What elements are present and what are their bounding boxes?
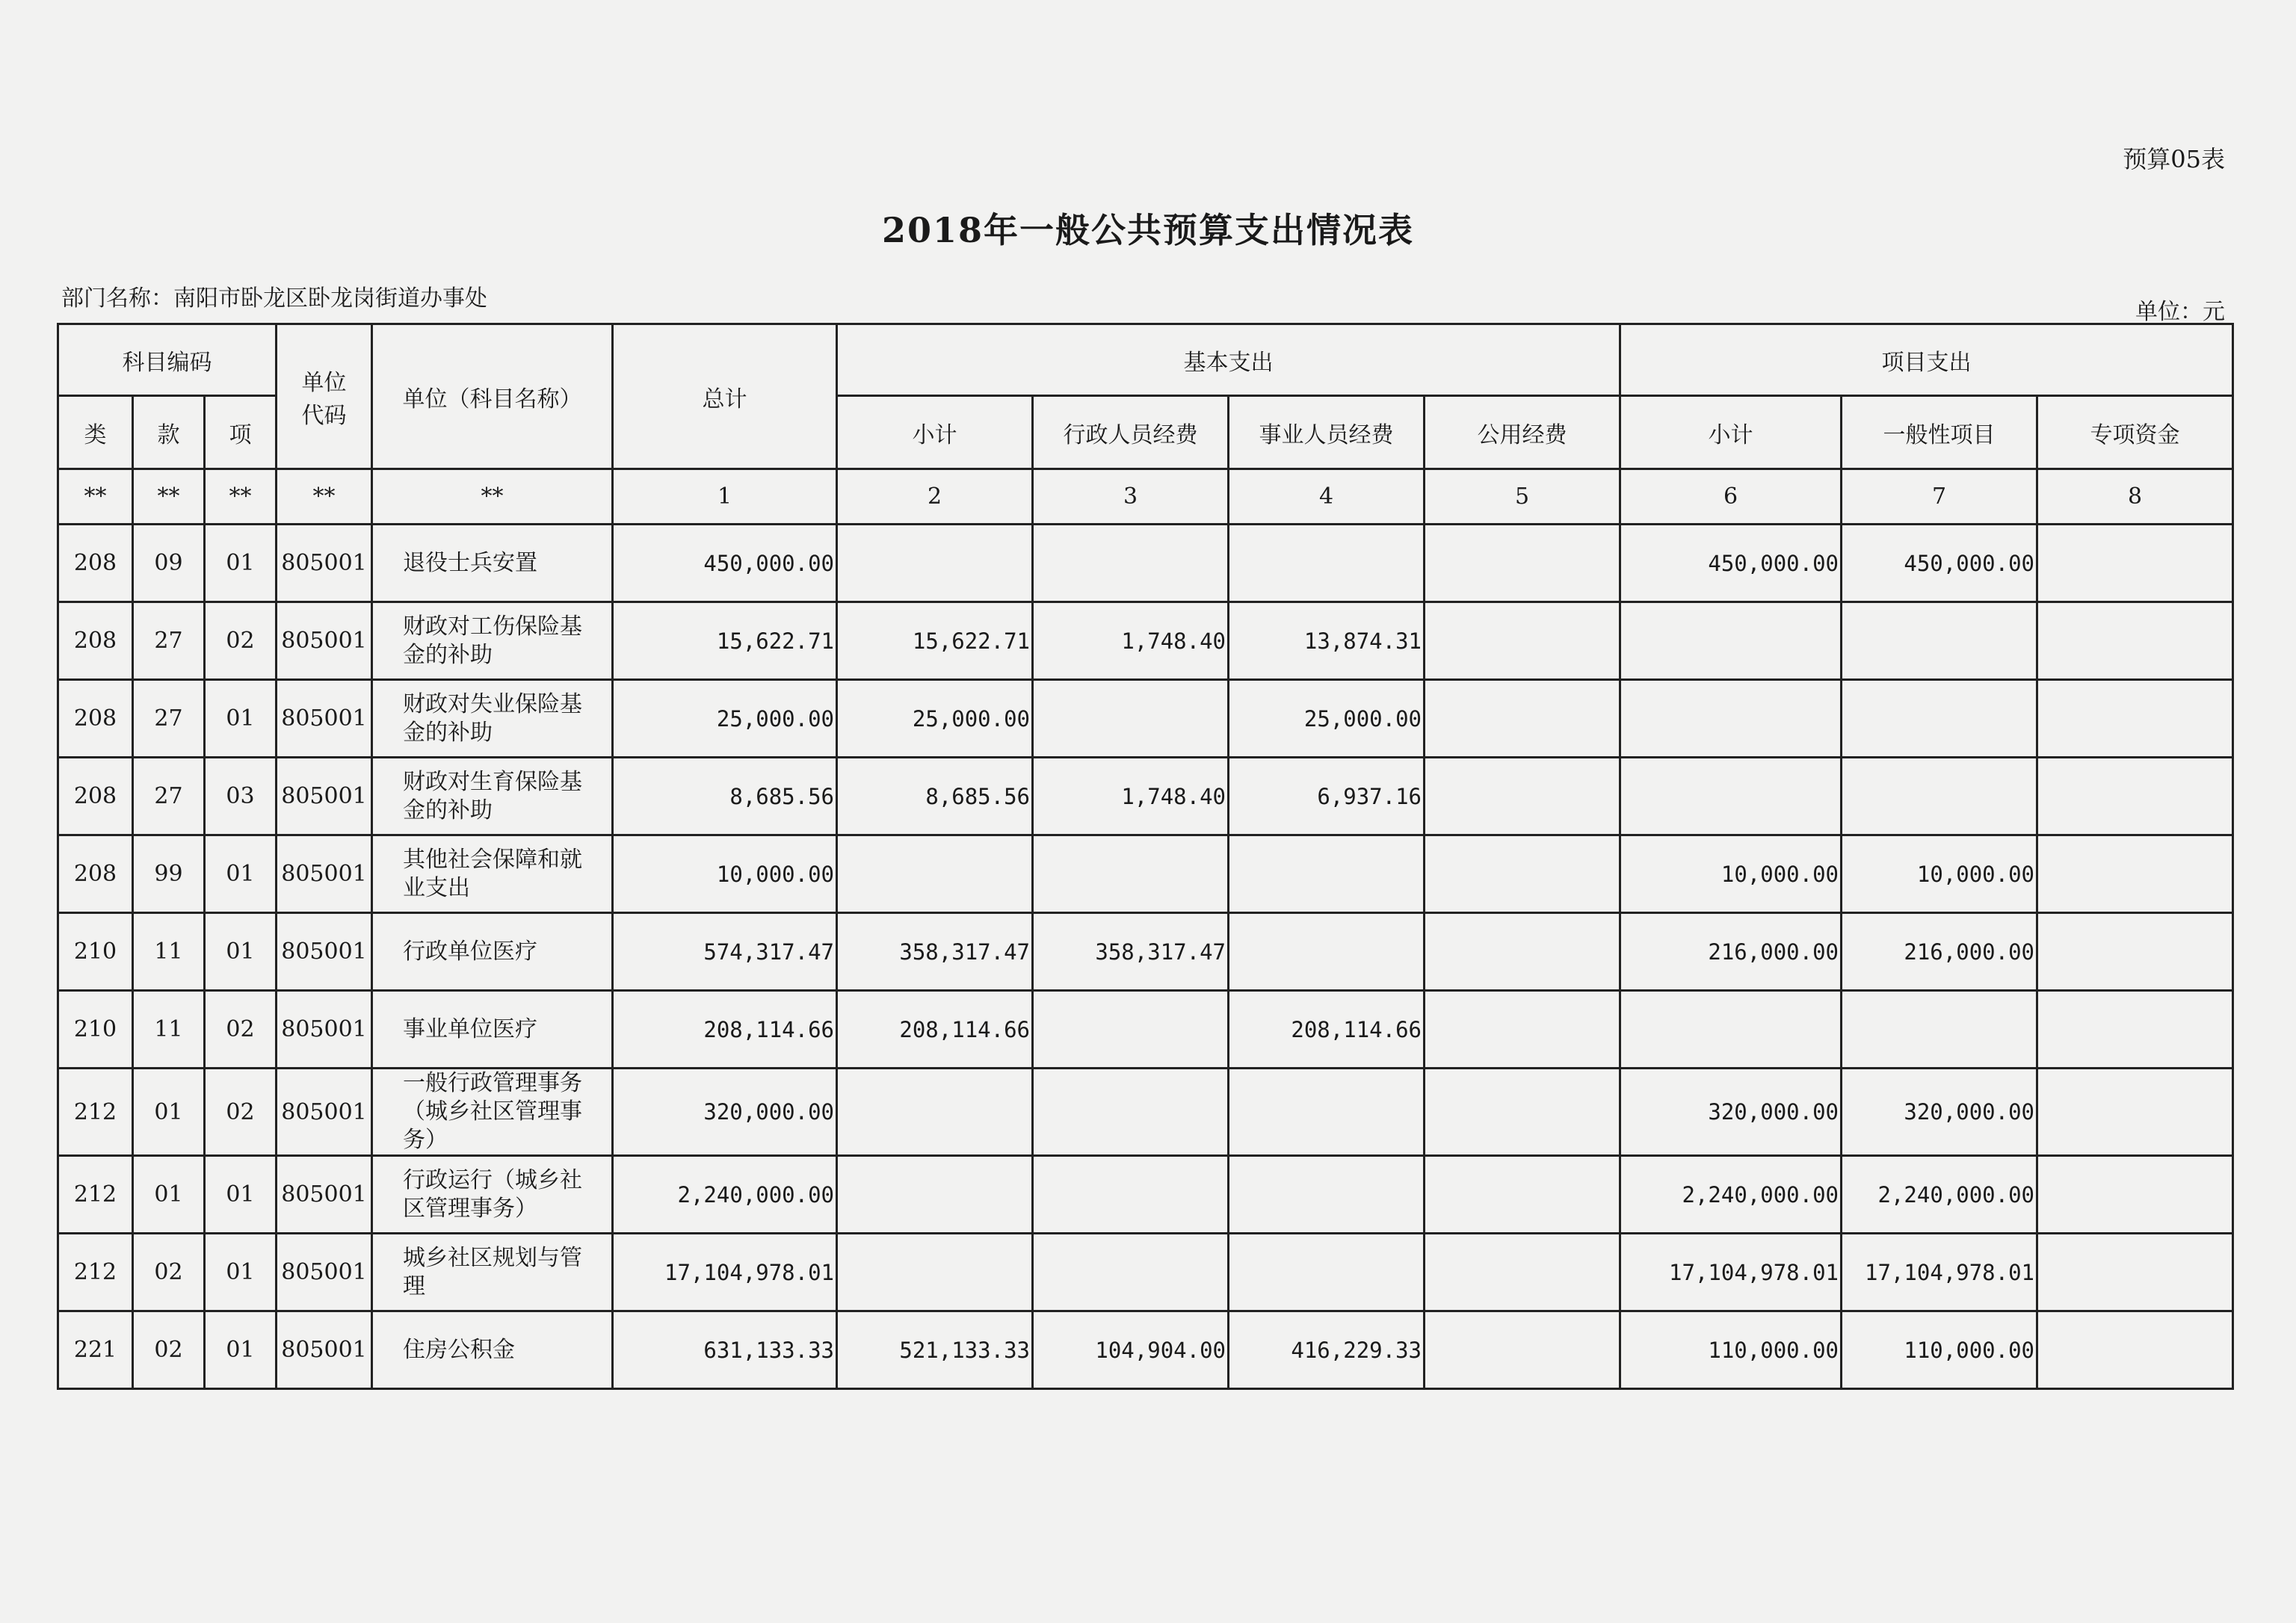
cell-inst-staff: 25,000.00 — [1229, 680, 1425, 758]
unit-name-line: 城乡社区规划与管 — [403, 1244, 582, 1271]
header-xiang: 项 — [205, 396, 277, 469]
cell-unit-name — [372, 1156, 613, 1234]
cell-kuan: 11 — [133, 913, 205, 991]
cell-special-fund — [2037, 913, 2233, 991]
cell-special-fund — [2037, 1156, 2233, 1234]
cell-public — [1425, 602, 1620, 680]
index-cell: 7 — [1842, 469, 2037, 525]
table-row — [58, 913, 2233, 991]
cell-admin-staff: 1,748.40 — [1033, 758, 1229, 835]
cell-unit-code: 805001 — [277, 991, 372, 1069]
cell-public — [1425, 1311, 1620, 1389]
unit-name-line: 金的补助 — [403, 797, 493, 823]
cell-lei: 221 — [58, 1311, 133, 1389]
cell-xiang: 02 — [205, 1069, 277, 1156]
unit-name-line: 行政单位医疗 — [403, 938, 537, 965]
header-unit-code: 单位 代码 — [277, 324, 372, 469]
cell-special-fund — [2037, 1234, 2233, 1311]
cell-basic-subtotal: 521,133.33 — [837, 1311, 1033, 1389]
cell-unit-code: 805001 — [277, 1234, 372, 1311]
cell-basic-subtotal — [837, 1156, 1033, 1234]
header-public: 公用经费 — [1425, 396, 1620, 469]
cell-total: 8,685.56 — [613, 758, 837, 835]
cell-project-subtotal: 450,000.00 — [1620, 525, 1842, 602]
header-special-fund: 专项资金 — [2037, 396, 2233, 469]
cell-unit-code: 805001 — [277, 835, 372, 913]
cell-lei: 208 — [58, 525, 133, 602]
cell-general-project — [1842, 758, 2037, 835]
index-cell: ** — [133, 469, 205, 525]
cell-general-project — [1842, 991, 2037, 1069]
cell-general-project: 450,000.00 — [1842, 525, 2037, 602]
cell-special-fund — [2037, 835, 2233, 913]
cell-general-project — [1842, 680, 2037, 758]
cell-xiang: 01 — [205, 913, 277, 991]
index-cell: ** — [372, 469, 613, 525]
unit-name-line: 金的补助 — [403, 719, 493, 746]
table-row — [58, 1069, 2233, 1156]
cell-lei: 210 — [58, 991, 133, 1069]
cell-public — [1425, 991, 1620, 1069]
cell-lei: 208 — [58, 602, 133, 680]
cell-basic-subtotal: 25,000.00 — [837, 680, 1033, 758]
cell-kuan: 02 — [133, 1311, 205, 1389]
cell-total: 450,000.00 — [613, 525, 837, 602]
cell-special-fund — [2037, 602, 2233, 680]
cell-inst-staff — [1229, 1156, 1425, 1234]
cell-xiang: 01 — [205, 1311, 277, 1389]
cell-special-fund — [2037, 758, 2233, 835]
index-cell: ** — [58, 469, 133, 525]
cell-xiang: 02 — [205, 602, 277, 680]
cell-project-subtotal: 17,104,978.01 — [1620, 1234, 1842, 1311]
cell-unit-name — [372, 913, 613, 991]
cell-unit-code: 805001 — [277, 525, 372, 602]
cell-xiang: 01 — [205, 1156, 277, 1234]
index-cell: ** — [277, 469, 372, 525]
cell-admin-staff — [1033, 1234, 1229, 1311]
cell-project-subtotal — [1620, 680, 1842, 758]
cell-basic-subtotal: 15,622.71 — [837, 602, 1033, 680]
header-project-subtotal: 小计 — [1620, 396, 1842, 469]
cell-public — [1425, 1156, 1620, 1234]
cell-lei: 210 — [58, 913, 133, 991]
cell-project-subtotal: 10,000.00 — [1620, 835, 1842, 913]
cell-admin-staff — [1033, 991, 1229, 1069]
cell-total: 15,622.71 — [613, 602, 837, 680]
cell-inst-staff — [1229, 525, 1425, 602]
cell-inst-staff: 13,874.31 — [1229, 602, 1425, 680]
cell-admin-staff — [1033, 525, 1229, 602]
unit-name-line: 一般行政管理事务 — [403, 1070, 582, 1096]
unit-name-line: 退役士兵安置 — [403, 549, 537, 576]
unit-name-line: 财政对失业保险基 — [403, 690, 582, 717]
cell-total: 10,000.00 — [613, 835, 837, 913]
table-row — [58, 1234, 2233, 1311]
table-row — [58, 1311, 2233, 1389]
unit-name-line: 行政运行（城乡社 — [403, 1166, 582, 1193]
cell-inst-staff: 416,229.33 — [1229, 1311, 1425, 1389]
cell-basic-subtotal: 208,114.66 — [837, 991, 1033, 1069]
cell-project-subtotal: 320,000.00 — [1620, 1069, 1842, 1156]
unit-name-line: 住房公积金 — [403, 1336, 515, 1363]
cell-unit-name — [372, 835, 613, 913]
cell-special-fund — [2037, 1069, 2233, 1156]
cell-general-project — [1842, 602, 2037, 680]
index-row — [58, 469, 2233, 525]
unit-name-line: 区管理事务） — [403, 1195, 537, 1222]
table-row — [58, 1156, 2233, 1234]
cell-kuan: 27 — [133, 602, 205, 680]
cell-public — [1425, 1069, 1620, 1156]
cell-general-project: 216,000.00 — [1842, 913, 2037, 991]
cell-lei: 212 — [58, 1156, 133, 1234]
cell-admin-staff — [1033, 835, 1229, 913]
cell-basic-subtotal — [837, 1069, 1033, 1156]
cell-general-project: 110,000.00 — [1842, 1311, 2037, 1389]
cell-unit-name — [372, 680, 613, 758]
cell-public — [1425, 913, 1620, 991]
cell-basic-subtotal — [837, 525, 1033, 602]
cell-special-fund — [2037, 680, 2233, 758]
header-general-project: 一般性项目 — [1842, 396, 2037, 469]
cell-admin-staff — [1033, 680, 1229, 758]
cell-special-fund — [2037, 1311, 2233, 1389]
cell-total: 208,114.66 — [613, 991, 837, 1069]
cell-general-project: 17,104,978.01 — [1842, 1234, 2037, 1311]
cell-xiang: 03 — [205, 758, 277, 835]
cell-lei: 212 — [58, 1069, 133, 1156]
cell-admin-staff — [1033, 1069, 1229, 1156]
unit-name-line: 其他社会保障和就 — [403, 846, 582, 873]
cell-unit-name — [372, 1069, 613, 1156]
cell-admin-staff: 104,904.00 — [1033, 1311, 1229, 1389]
cell-kuan: 01 — [133, 1069, 205, 1156]
index-cell: 8 — [2037, 469, 2233, 525]
cell-xiang: 01 — [205, 525, 277, 602]
header-basic-subtotal: 小计 — [837, 396, 1033, 469]
cell-basic-subtotal: 358,317.47 — [837, 913, 1033, 991]
unit-name-line: 金的补助 — [403, 641, 493, 668]
index-cell: 2 — [837, 469, 1033, 525]
cell-unit-code: 805001 — [277, 602, 372, 680]
cell-special-fund — [2037, 525, 2233, 602]
cell-lei: 208 — [58, 758, 133, 835]
cell-basic-subtotal — [837, 1234, 1033, 1311]
cell-kuan: 27 — [133, 758, 205, 835]
table-row — [58, 758, 2233, 835]
cell-unit-name — [372, 602, 613, 680]
table-row — [58, 680, 2233, 758]
budget-table — [57, 323, 2234, 1390]
cell-kuan: 09 — [133, 525, 205, 602]
cell-public — [1425, 680, 1620, 758]
cell-basic-subtotal: 8,685.56 — [837, 758, 1033, 835]
cell-special-fund — [2037, 991, 2233, 1069]
cell-inst-staff: 208,114.66 — [1229, 991, 1425, 1069]
index-cell: ** — [205, 469, 277, 525]
cell-lei: 208 — [58, 680, 133, 758]
page-title: 2018年一般公共预算支出情况表 — [881, 210, 1415, 250]
cell-inst-staff: 6,937.16 — [1229, 758, 1425, 835]
cell-project-subtotal — [1620, 602, 1842, 680]
header-kuan: 款 — [133, 396, 205, 469]
cell-xiang: 01 — [205, 835, 277, 913]
table-row — [58, 525, 2233, 602]
cell-kuan: 02 — [133, 1234, 205, 1311]
cell-public — [1425, 835, 1620, 913]
header-admin-staff: 行政人员经费 — [1033, 396, 1229, 469]
table-row — [58, 602, 2233, 680]
header-subject-code: 科目编码 — [58, 324, 277, 396]
header-total: 总计 — [613, 324, 837, 469]
cell-general-project: 2,240,000.00 — [1842, 1156, 2037, 1234]
index-cell: 4 — [1229, 469, 1425, 525]
cell-unit-code: 805001 — [277, 1156, 372, 1234]
table-row — [58, 991, 2233, 1069]
currency-unit: 单位：元 — [2135, 299, 2225, 325]
cell-total: 320,000.00 — [613, 1069, 837, 1156]
cell-project-subtotal — [1620, 758, 1842, 835]
department-name: 部门名称：南阳市卧龙区卧龙岗街道办事处 — [61, 285, 487, 312]
cell-public — [1425, 1234, 1620, 1311]
cell-project-subtotal: 2,240,000.00 — [1620, 1156, 1842, 1234]
cell-inst-staff — [1229, 913, 1425, 991]
cell-inst-staff — [1229, 835, 1425, 913]
cell-lei: 212 — [58, 1234, 133, 1311]
cell-unit-code: 805001 — [277, 1069, 372, 1156]
index-cell: 3 — [1033, 469, 1229, 525]
cell-kuan: 01 — [133, 1156, 205, 1234]
cell-unit-code: 805001 — [277, 913, 372, 991]
header-inst-staff: 事业人员经费 — [1229, 396, 1425, 469]
cell-unit-name — [372, 1311, 613, 1389]
cell-total: 631,133.33 — [613, 1311, 837, 1389]
cell-unit-name — [372, 991, 613, 1069]
unit-name-line: 财政对工伤保险基 — [403, 613, 582, 640]
unit-name-line: 事业单位医疗 — [403, 1015, 537, 1042]
cell-unit-name — [372, 1234, 613, 1311]
cell-total: 574,317.47 — [613, 913, 837, 991]
cell-public — [1425, 758, 1620, 835]
cell-unit-name — [372, 525, 613, 602]
cell-unit-code: 805001 — [277, 1311, 372, 1389]
unit-name-line: 理 — [403, 1273, 425, 1299]
unit-name-line: 务） — [403, 1127, 448, 1153]
header-project-expenditure: 项目支出 — [1620, 324, 2233, 396]
unit-name-line: 财政对生育保险基 — [403, 768, 582, 795]
cell-project-subtotal: 216,000.00 — [1620, 913, 1842, 991]
cell-xiang: 02 — [205, 991, 277, 1069]
index-cell: 6 — [1620, 469, 1842, 525]
cell-kuan: 99 — [133, 835, 205, 913]
cell-admin-staff: 1,748.40 — [1033, 602, 1229, 680]
cell-general-project: 320,000.00 — [1842, 1069, 2037, 1156]
cell-total: 17,104,978.01 — [613, 1234, 837, 1311]
cell-project-subtotal — [1620, 991, 1842, 1069]
cell-inst-staff — [1229, 1069, 1425, 1156]
cell-admin-staff — [1033, 1156, 1229, 1234]
cell-total: 2,240,000.00 — [613, 1156, 837, 1234]
form-number: 预算05表 — [2123, 145, 2225, 173]
unit-name-line: （城乡社区管理事 — [403, 1098, 582, 1125]
cell-general-project: 10,000.00 — [1842, 835, 2037, 913]
cell-admin-staff: 358,317.47 — [1033, 913, 1229, 991]
header-basic-expenditure: 基本支出 — [837, 324, 1620, 396]
header-lei: 类 — [58, 396, 133, 469]
cell-kuan: 11 — [133, 991, 205, 1069]
unit-name-line: 业支出 — [403, 874, 470, 901]
cell-kuan: 27 — [133, 680, 205, 758]
cell-unit-code: 805001 — [277, 758, 372, 835]
index-cell: 5 — [1425, 469, 1620, 525]
table-row — [58, 835, 2233, 913]
cell-basic-subtotal — [837, 835, 1033, 913]
cell-lei: 208 — [58, 835, 133, 913]
cell-unit-code: 805001 — [277, 680, 372, 758]
cell-project-subtotal: 110,000.00 — [1620, 1311, 1842, 1389]
cell-public — [1425, 525, 1620, 602]
index-cell: 1 — [613, 469, 837, 525]
cell-xiang: 01 — [205, 680, 277, 758]
cell-total: 25,000.00 — [613, 680, 837, 758]
cell-xiang: 01 — [205, 1234, 277, 1311]
cell-inst-staff — [1229, 1234, 1425, 1311]
header-unit-name: 单位（科目名称） — [372, 324, 613, 469]
cell-unit-name — [372, 758, 613, 835]
